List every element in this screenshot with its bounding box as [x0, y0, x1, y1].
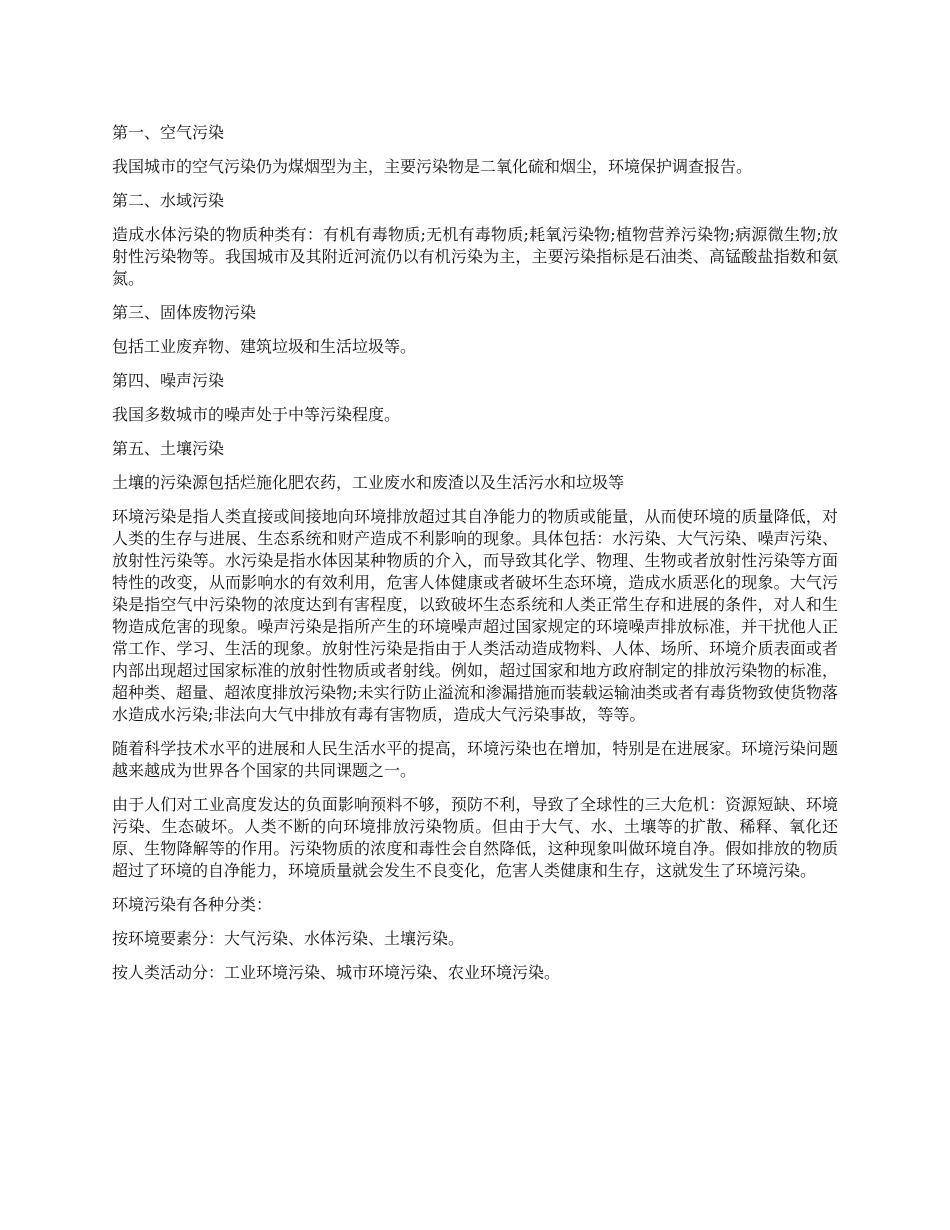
- heading-water-pollution: 第二、水域污染: [112, 191, 225, 210]
- para-crisis: 由于人们对工业高度发达的负面影响预料不够，预防不利，导致了全球性的三大危机：资源短缺、环境污染、生态破坏。人类不断的向环境排放污染物质。但由于大气、水、土壤等的扩散、稀释、氧化还原、生物降解等的作用。污染物质的浓度和毒性会自然降低，这种现象叫做环境自净。假如排放的物质超过了环境的自净能力，环境质量就会发生不良变化，危害人类健康和生存，这就发生了环境污染。: [112, 795, 838, 880]
- para-classification-activity: 按人类活动分：工业环境污染、城市环境污染、农业环境污染。: [112, 963, 561, 982]
- heading-air-pollution: 第一、空气污染: [112, 123, 225, 142]
- para-solid-waste: 包括工业废弃物、建筑垃圾和生活垃圾等。: [112, 337, 417, 356]
- para-definition: 环境污染是指人类直接或间接地向环境排放超过其自净能力的物质或能量，从而使环境的质量降低，对人类的生存与进展、生态系统和财产造成不利影响的现象。具体包括：水污染、大气污染、噪声污染、放射性污染等。水污染是指水体因某种物质的介入，而导致其化学、物理、生物或者放射性污染等方面特性的改变，从而影响水的有效利用，危害人体健康或者破坏生态环境，造成水质恶化的现象。大气污染是指空气中污染物的浓度达到有害程度，以致破坏生态系统和人类正常生存和进展的条件，对人和生物造成危害的现象。噪声污染是指所产生的环境噪声超过国家规定的环境噪声排放标准，并干扰他人正常工作、学习、生活的现象。放射性污染是指由于人类活动造成物料、人体、场所、环境介质表面或者内部出现超过国家标准的放射性物质或者射线。例如，超过国家和地方政府制定的排放污染物的标准，超种类、超量、超浓度排放污染物;未实行防止溢流和渗漏措施而装载运输油类或者有毒货物致使货物落水造成水污染;非法向大气中排放有毒有害物质，造成大气污染事故，等等。: [112, 507, 838, 724]
- heading-noise-pollution: 第四、噪声污染: [112, 371, 225, 390]
- para-classification-element: 按环境要素分：大气污染、水体污染、土壤污染。: [112, 929, 465, 948]
- heading-soil-pollution: 第五、土壤污染: [112, 439, 225, 458]
- heading-solid-waste: 第三、固体废物污染: [112, 303, 257, 322]
- para-classification-intro: 环境污染有各种分类：: [112, 895, 273, 914]
- para-development: 随着科学技术水平的进展和人民生活水平的提高，环境污染也在增加，特别是在进展家。环境污染问题越来越成为世界各个国家的共同课题之一。: [112, 739, 838, 780]
- document-body: [112, 122, 838, 996]
- para-soil-pollution: 土壤的污染源包括烂施化肥农药，工业废水和废渣以及生活污水和垃圾等: [112, 473, 625, 492]
- para-noise-pollution: 我国多数城市的噪声处于中等污染程度。: [112, 405, 401, 424]
- para-water-pollution: 造成水体污染的物质种类有：有机有毒物质;无机有毒物质;耗氧污染物;植物营养污染物;病源微生物;放射性污染物等。我国城市及其附近河流仍以有机污染为主，主要污染指标是石油类、高锰酸盐指数和氨氮。: [112, 225, 838, 288]
- para-air-pollution: 我国城市的空气污染仍为煤烟型为主，主要污染物是二氧化硫和烟尘，环境保护调查报告。: [112, 157, 753, 176]
